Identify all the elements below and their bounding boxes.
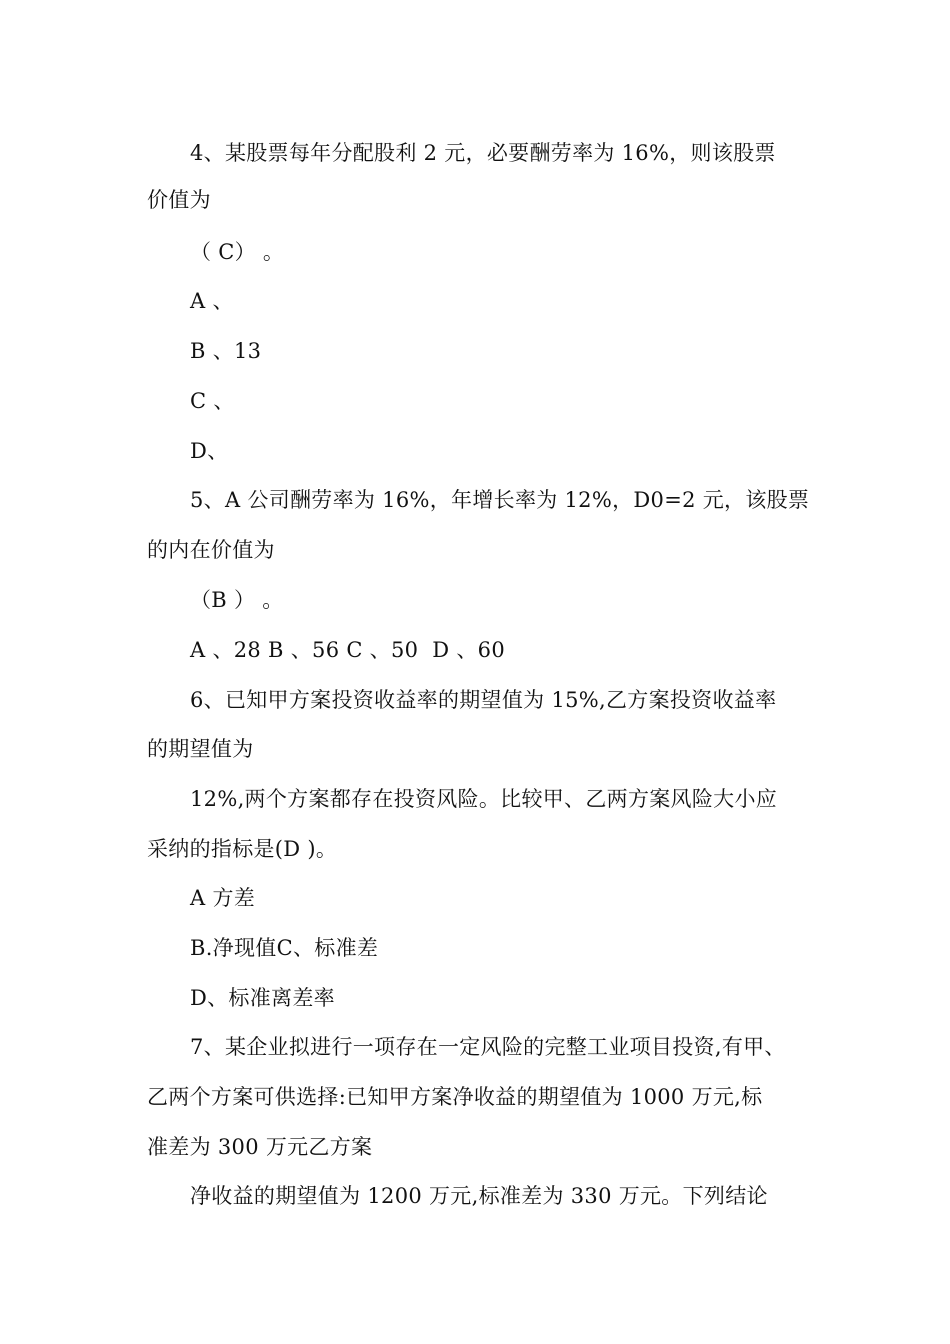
question-4-option-b: B 、13 xyxy=(190,339,262,363)
question-4-stem-line-1: 4、某股票每年分配股利 2 元，必要酬劳率为 16%，则该股票 xyxy=(190,141,776,165)
question-4-option-c: C 、 xyxy=(190,389,235,413)
question-6-stem-line-4: 采纳的指标是(D )。 xyxy=(147,837,338,861)
question-4-option-a: A 、 xyxy=(190,289,234,313)
question-5-options: A 、28 B 、56 C 、50 D 、60 xyxy=(190,638,505,662)
question-6-stem-line-2: 的期望值为 xyxy=(147,737,254,761)
question-7-stem-line-4: 净收益的期望值为 1200 万元,标准差为 330 万元。下列结论 xyxy=(190,1184,768,1208)
question-7-stem-line-3: 准差为 300 万元乙方案 xyxy=(147,1135,373,1159)
question-6-stem-line-3: 12%,两个方案都存在投资风险。比较甲、乙两方案风险大小应 xyxy=(190,787,778,811)
question-5-stem-line-2: 的内在价值为 xyxy=(147,538,275,562)
question-4-option-d: D、 xyxy=(190,439,229,463)
question-6-stem-line-1: 6、已知甲方案投资收益率的期望值为 15%,乙方案投资收益率 xyxy=(190,688,777,712)
question-7-stem-line-1: 7、某企业拟进行一项存在一定风险的完整工业项目投资,有甲、 xyxy=(190,1035,786,1059)
question-5-answer: （B ） 。 xyxy=(190,588,284,612)
question-4-stem-line-2: 价值为 xyxy=(147,188,211,212)
question-5-stem-line-1: 5、A 公司酬劳率为 16%，年增长率为 12%，D0=2 元，该股票 xyxy=(190,488,810,512)
question-6-option-a: A 方差 xyxy=(190,886,256,910)
question-4-answer: （ C） 。 xyxy=(190,240,285,264)
question-6-option-d: D、标准离差率 xyxy=(190,986,335,1010)
question-7-stem-line-2: 乙两个方案可供选择:已知甲方案净收益的期望值为 1000 万元,标 xyxy=(147,1085,763,1109)
question-6-option-b-c: B.净现值C、标准差 xyxy=(190,936,379,960)
